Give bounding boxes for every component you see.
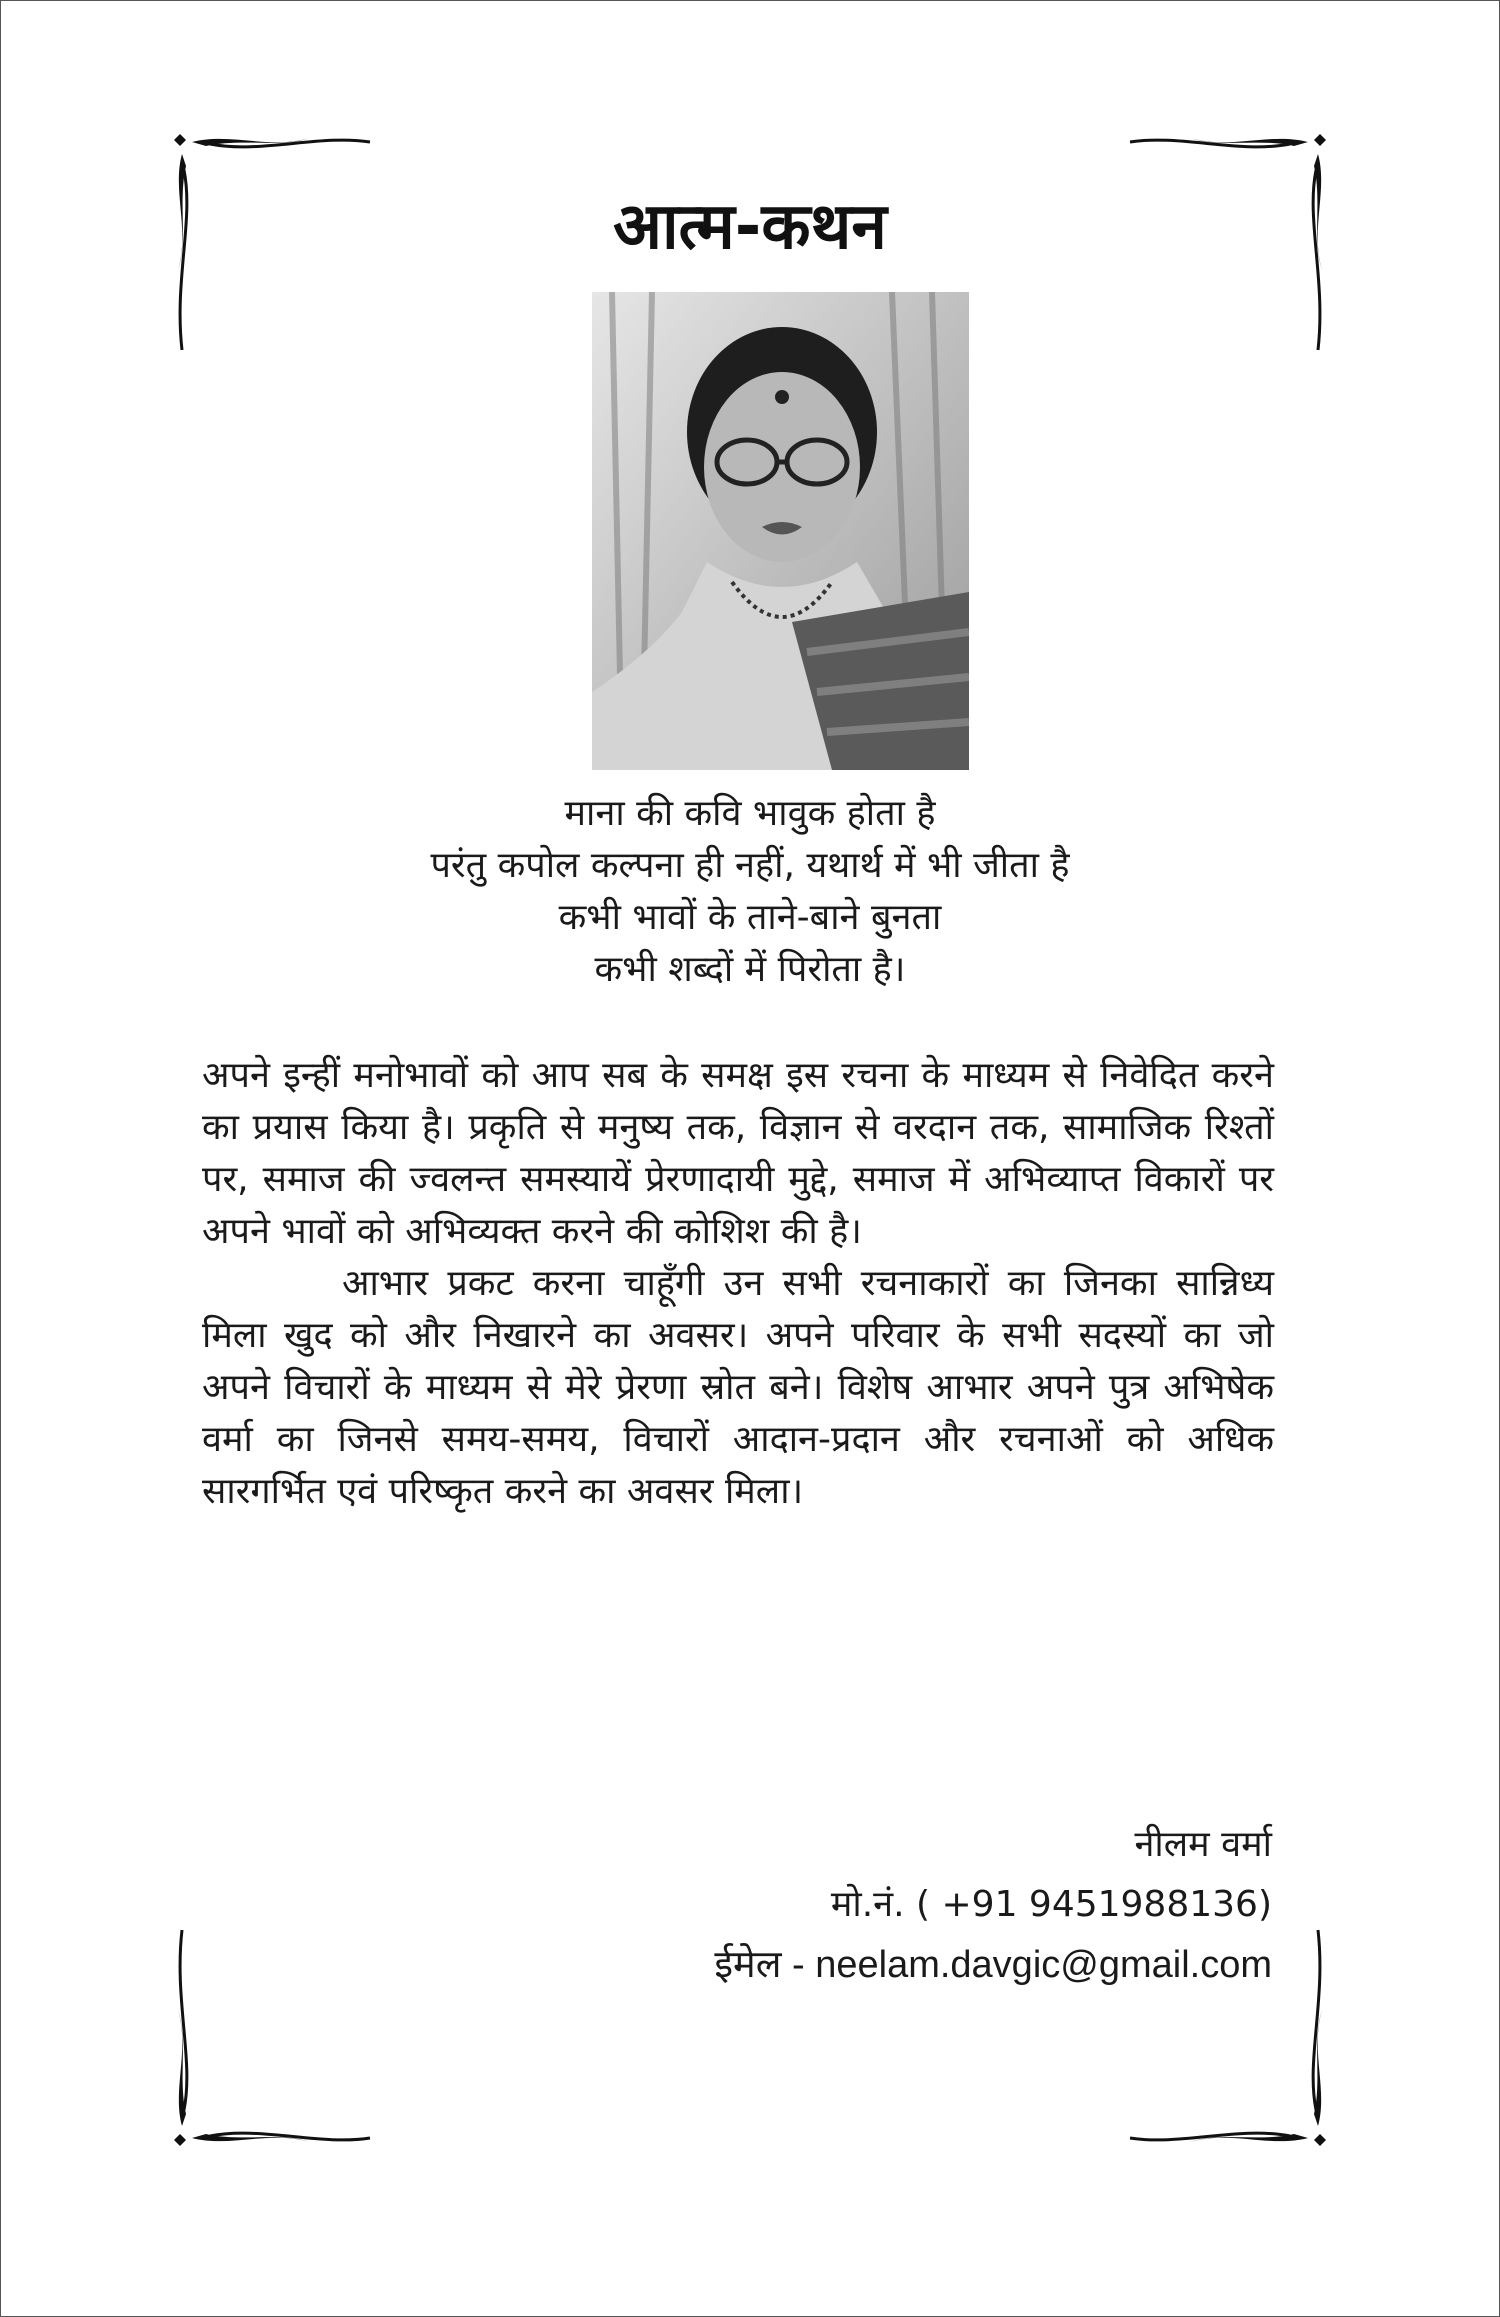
author-name: नीलम वर्मा xyxy=(1134,1824,1272,1865)
author-phone: मो.नं. ( +91 9451988136) xyxy=(830,1884,1272,1925)
page-title: आत्म-कथन xyxy=(613,190,887,264)
paragraph: अपने इन्हीं मनोभावों को आप सब के समक्ष इस रचना के माध्यम से निवेदित करने का प्रयास किया है। प्रकृति से मनुष्य तक, विज्ञान से वरदान तक, सामाजिक रिश्तों पर, समाज की ज्वलन्त समस्यायें प्रेरणादायी मुद्दे, समाज में अभिव्याप्त विकारों पर अपने भावों को अभिव्यक्त करने की कोशिश की है। xyxy=(202,1055,1274,1252)
paragraph: आभार प्रकट करना चाहूँगी उन सभी रचनाकारों का जिनका सान्निध्य मिला खुद को और निखारने का अवसर। अपने परिवार के सभी सदस्यों का जो अपने विचारों के माध्यम से मेरे प्रेरणा स्रोत बने। विशेष आभार अपने पुत्र अभिषेक वर्मा का जिनसे समय-समय, विचारों आदान-प्रदान और रचनाओं को अधिक सारगर्भित एवं परिष्कृत करने का अवसर मिला। xyxy=(202,1263,1274,1512)
author-email: ईमेल - neelam.davgic@gmail.com xyxy=(714,1944,1272,1986)
poem xyxy=(0,788,1500,996)
poem-line: माना की कवि भावुक होता है xyxy=(564,793,936,834)
author-portrait-icon xyxy=(592,292,969,770)
poem-line: परंतु कपोल कल्पना ही नहीं, यथार्थ में भी जीता है xyxy=(430,845,1070,886)
body-text xyxy=(202,1050,1274,1518)
poem-line: कभी भावों के ताने-बाने बुनता xyxy=(558,897,942,938)
corner-ornament-bottom-left xyxy=(170,1910,390,2150)
signature-block xyxy=(714,1815,1272,1995)
poem-line: कभी शब्दों में पिरोता है। xyxy=(594,949,906,990)
